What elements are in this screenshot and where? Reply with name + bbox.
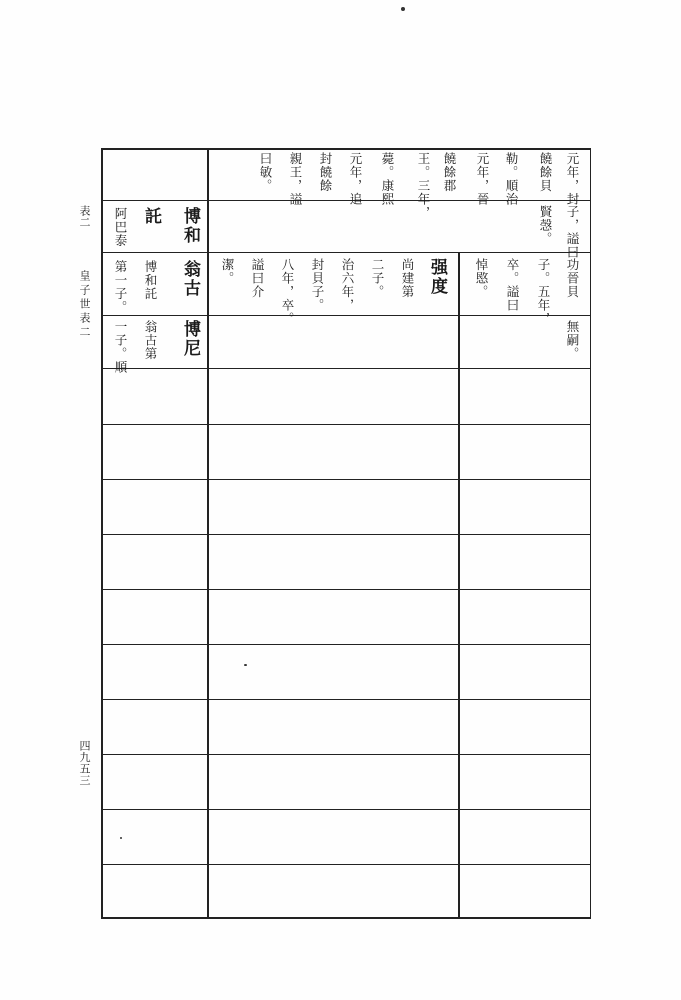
row1-col-h: 元年，追 — [348, 152, 363, 206]
page-number: 四九五三 — [78, 740, 91, 786]
rule-11 — [101, 754, 591, 755]
rule-2 — [101, 252, 591, 253]
row1-col-f: 王。三年， — [416, 152, 431, 220]
rule-5 — [101, 424, 591, 425]
row4-col-b: 一子。順 — [113, 320, 128, 374]
row3-mid-g: 潔。 — [220, 258, 235, 285]
rule-3 — [101, 315, 591, 316]
rule-4 — [101, 368, 591, 369]
rule-12 — [101, 809, 591, 810]
row3-mid-title: 强度 — [427, 258, 447, 296]
rule-10 — [101, 699, 591, 700]
row1-col-a: 元年，封 — [565, 152, 580, 206]
rule-top — [101, 148, 591, 150]
ink-speck — [120, 837, 122, 839]
row1-col-d: 元年，晉 — [475, 152, 490, 206]
row3-title-a: 翁古 — [180, 260, 200, 298]
row3-right-c: 卒。謚曰 — [505, 258, 520, 312]
frame-right-border — [590, 148, 591, 918]
row2-title-b: 託 — [141, 207, 161, 226]
column-divider-right — [458, 252, 460, 918]
row1-col-g: 薨。康熙 — [380, 152, 395, 206]
rule-9 — [101, 644, 591, 645]
row3-mid-b: 二子。 — [370, 258, 385, 299]
row3-mid-a: 尚建第 — [400, 258, 415, 299]
row3-mid-d: 封貝子。 — [310, 258, 325, 312]
rule-bottom — [101, 917, 591, 919]
row3-mid-e: 八年，卒。 — [280, 258, 295, 326]
rule-13 — [101, 864, 591, 865]
row3-col-a: 博和託 — [143, 260, 158, 301]
row3-right-d: 悼愍。 — [474, 258, 489, 299]
row1-col-k: 曰敏。 — [258, 152, 273, 193]
row3-mid-f: 謚曰介 — [250, 258, 265, 299]
row2-right-a: 子，謚曰 — [565, 205, 580, 259]
row4-title-a: 博尼 — [180, 320, 200, 358]
column-divider-main — [207, 148, 209, 918]
row3-mid-c: 治六年， — [340, 258, 355, 312]
section-title: 皇子世表二 — [78, 270, 91, 340]
row2-desc: 阿巴泰 — [113, 207, 128, 248]
row4-right-a: 無嗣。 — [565, 320, 580, 361]
row3-col-b: 第一子。 — [113, 260, 128, 314]
rule-7 — [101, 534, 591, 535]
rule-6 — [101, 479, 591, 480]
row1-col-c: 勒。順治 — [504, 152, 519, 206]
row3-right-a: 功晉貝 — [565, 258, 580, 299]
row2-title-a: 博和 — [180, 207, 200, 245]
row1-col-j: 親王，謚 — [288, 152, 303, 206]
rule-8 — [101, 589, 591, 590]
row1-col-e: 饒餘郡 — [442, 152, 457, 193]
row1-col-b: 饒餘貝 — [538, 152, 553, 193]
ink-speck — [244, 664, 247, 666]
frame-left-border — [101, 148, 103, 918]
row1-col-i: 封饒餘 — [318, 152, 333, 193]
row2-right-b: 賢愨。 — [538, 205, 553, 246]
ink-speck — [401, 7, 405, 11]
row3-right-b: 子。五年， — [536, 258, 551, 326]
row4-col-a: 翁古第 — [143, 320, 158, 361]
chapter-label: 表二 — [78, 205, 91, 228]
